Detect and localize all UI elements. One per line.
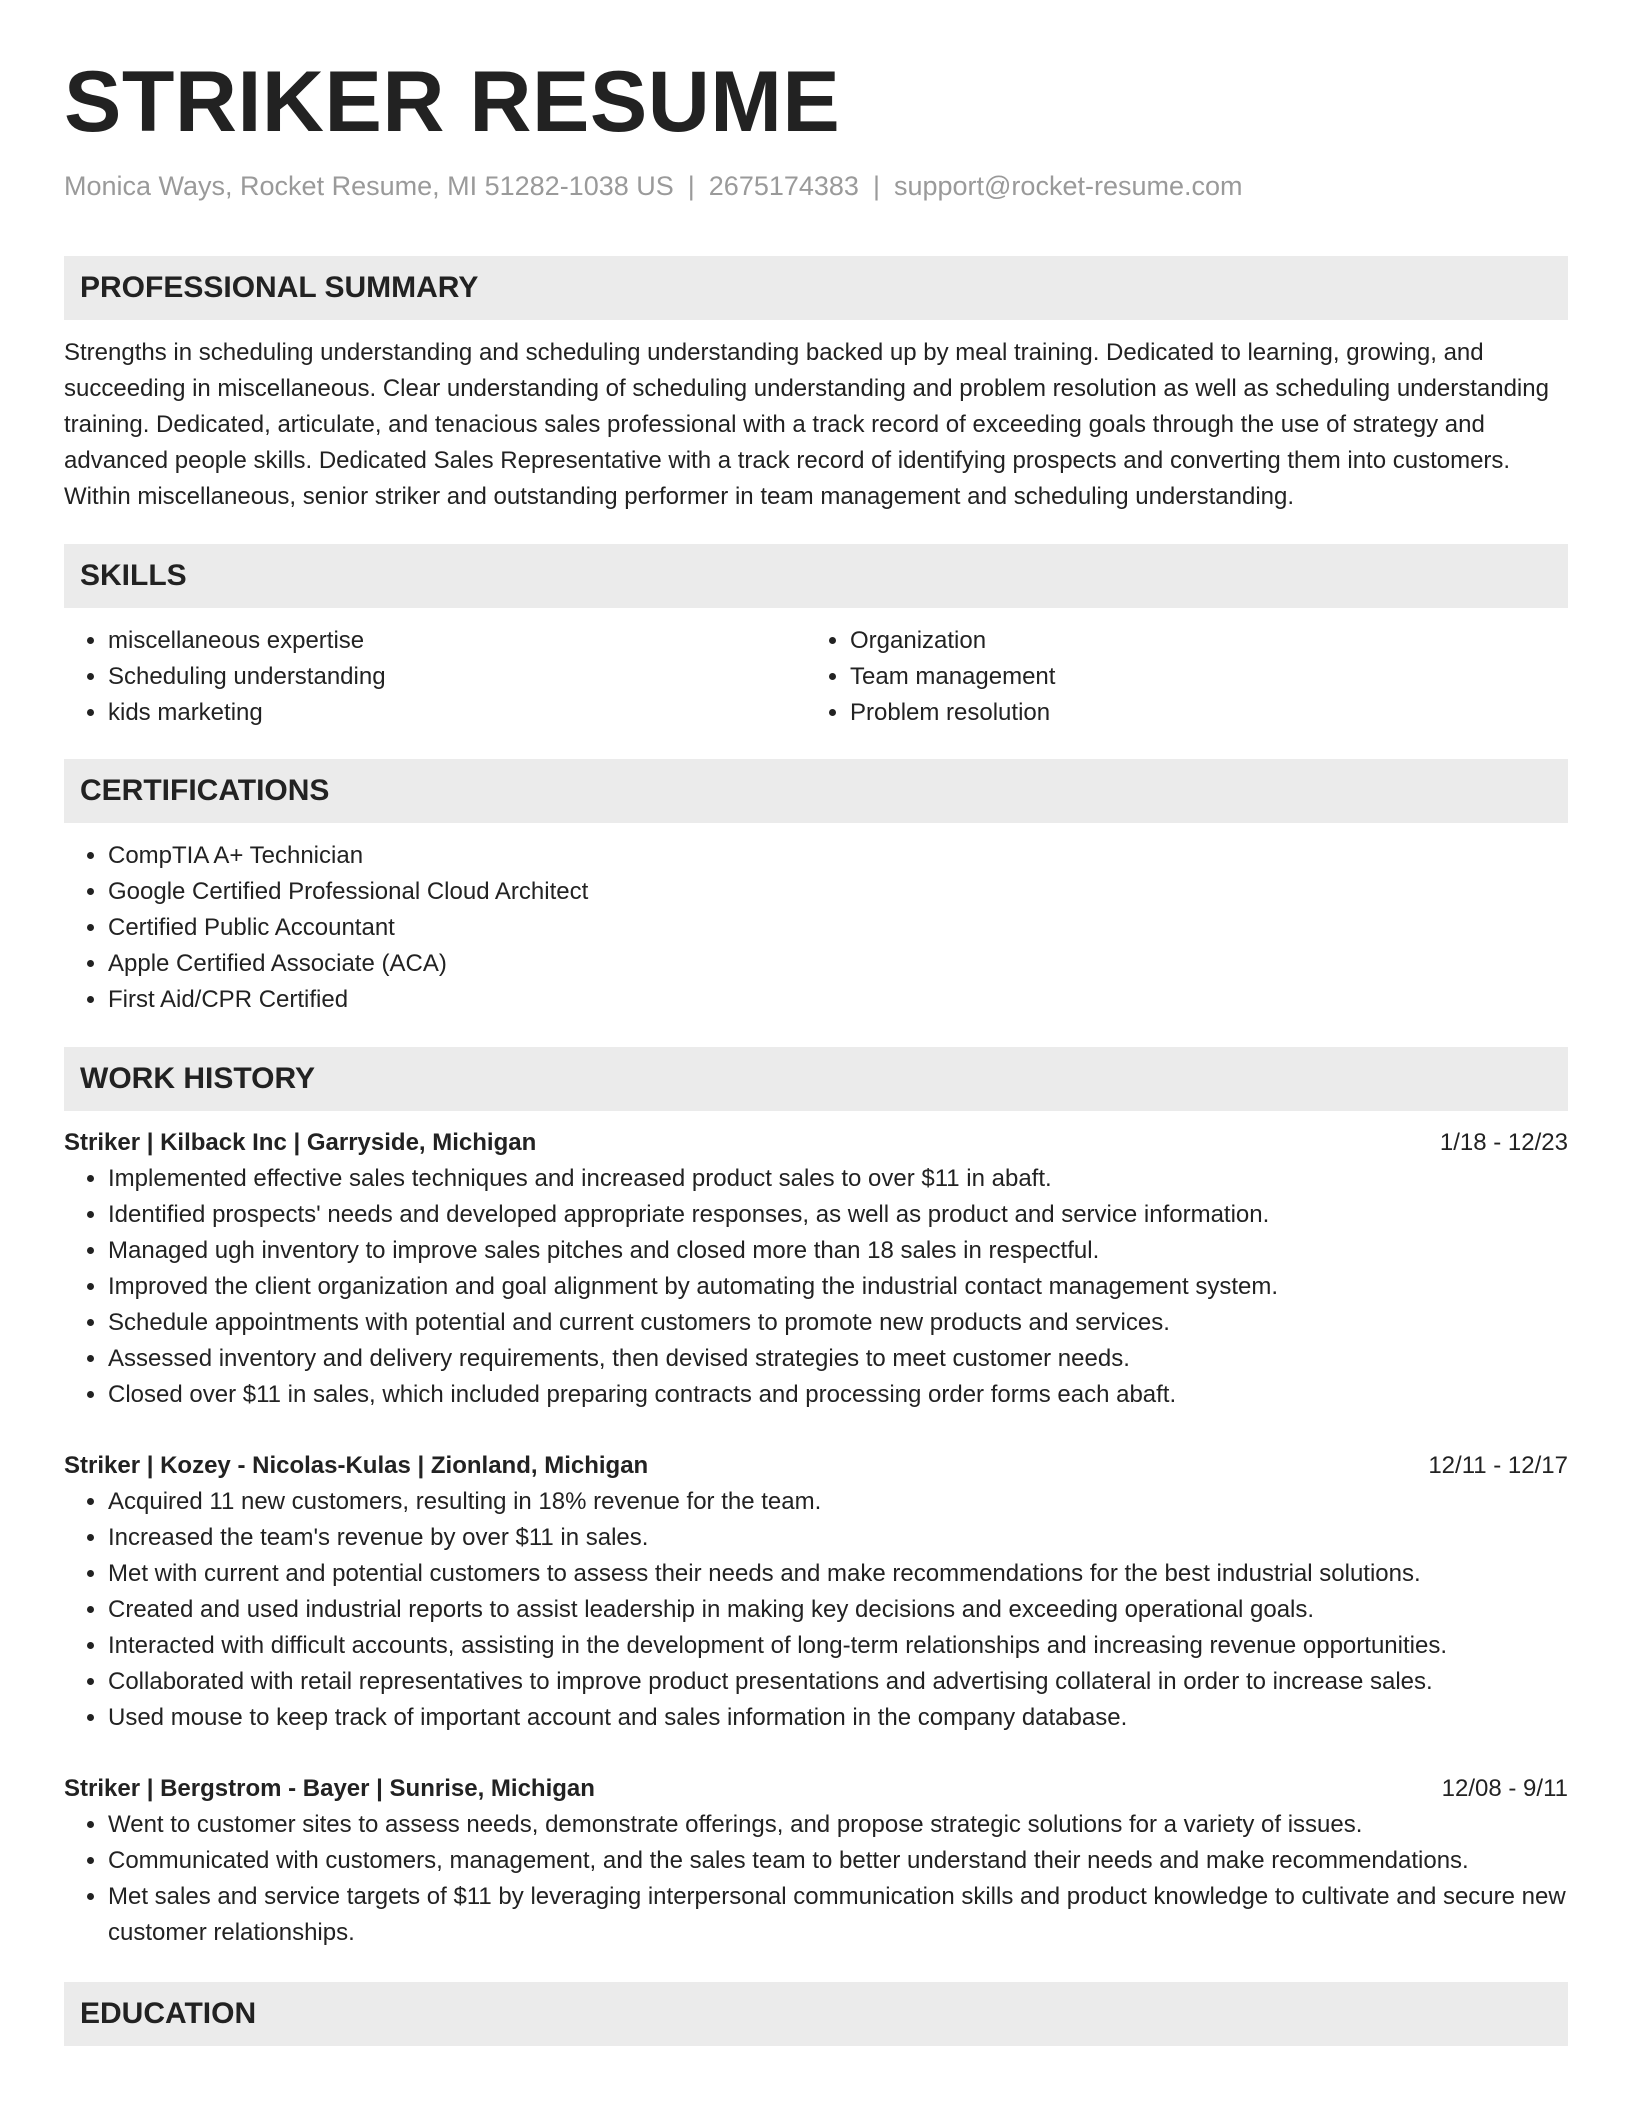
section-header-work-history: WORK HISTORY (64, 1047, 1568, 1111)
job-entry (64, 1448, 1568, 1736)
job-bullet: • Communicated with customers, management, and the sales team to better understand their needs and make recommendations. (108, 1843, 1568, 1879)
job-bullets (64, 1807, 1568, 1951)
contact-separator: | (872, 171, 880, 201)
resume-title: STRIKER RESUME (64, 54, 841, 150)
job-entry (64, 1771, 1568, 1951)
job-bullet: • Met sales and service targets of $11 by leveraging interpersonal communication skills and product knowledge to cultivate and secure new customer relationships. (108, 1879, 1568, 1951)
contact-line (64, 168, 1568, 204)
skills-column-left (64, 623, 806, 731)
skill-item: • kids marketing (108, 695, 806, 731)
job-title: Striker | Kozey - Nicolas-Kulas | Zionland, Michigan (64, 1452, 649, 1479)
section-header-education: EDUCATION (64, 1982, 1568, 2046)
job-bullet: • Collaborated with retail representatives to improve product presentations and advertising collateral in order to increase sales. (108, 1664, 1568, 1700)
skills-column-right (806, 623, 1548, 731)
skill-item: • Team management (850, 659, 1548, 695)
skill-item: • Organization (850, 623, 1548, 659)
certification-item: • CompTIA A+ Technician (108, 838, 1568, 874)
skill-item: • miscellaneous expertise (108, 623, 806, 659)
skill-item: • Problem resolution (850, 695, 1548, 731)
job-bullets (64, 1484, 1568, 1736)
job-dates: 12/11 - 12/17 (1428, 1452, 1568, 1479)
job-bullet: • Acquired 11 new customers, resulting in 18% revenue for the team. (108, 1484, 1568, 1520)
job-bullet: • Schedule appointments with potential and current customers to promote new products and services. (108, 1305, 1568, 1341)
skills-grid (64, 623, 1568, 731)
certification-item: • First Aid/CPR Certified (108, 982, 1568, 1018)
job-header (64, 1771, 1568, 1807)
job-bullets (64, 1161, 1568, 1413)
contact-phone: 2675174383 (708, 171, 859, 201)
section-header-skills: SKILLS (64, 544, 1568, 608)
job-title: Striker | Kilback Inc | Garryside, Michigan (64, 1129, 537, 1156)
certification-item: • Google Certified Professional Cloud Architect (108, 874, 1568, 910)
section-header-summary: PROFESSIONAL SUMMARY (64, 256, 1568, 320)
job-bullet: • Closed over $11 in sales, which included preparing contracts and processing order forms each abaft. (108, 1377, 1568, 1413)
job-bullet: • Met with current and potential customers to assess their needs and make recommendations for the best industrial solutions. (108, 1556, 1568, 1592)
job-bullet: • Assessed inventory and delivery requirements, then devised strategies to meet customer needs. (108, 1341, 1568, 1377)
job-dates: 1/18 - 12/23 (1439, 1129, 1568, 1156)
job-bullet: • Increased the team's revenue by over $11 in sales. (108, 1520, 1568, 1556)
job-bullet: • Identified prospects' needs and developed appropriate responses, as well as product and service information. (108, 1197, 1568, 1233)
certifications-list (64, 838, 1568, 1018)
contact-address: Monica Ways, Rocket Resume, MI 51282-1038 US (64, 171, 674, 201)
job-header (64, 1448, 1568, 1484)
job-header (64, 1125, 1568, 1161)
summary-text: Strengths in scheduling understanding and scheduling understanding backed up by meal training. Dedicated to learning, growing, and succeeding in miscellaneous. Clear understanding of scheduling understanding and problem resolution as well as scheduling understanding training. Dedicated, articulate, and tenacious sales professional with a track record of exceeding goals through the use of strategy and advanced people skills. Dedicated Sales Representative with a track record of identifying prospects and converting them into customers. Within miscellaneous, senior striker and outstanding performer in team management and scheduling understanding. (64, 339, 1549, 510)
contact-separator: | (687, 171, 695, 201)
job-bullet: • Improved the client organization and goal alignment by automating the industrial contact management system. (108, 1269, 1568, 1305)
certification-item: • Certified Public Accountant (108, 910, 1568, 946)
job-bullet: • Managed ugh inventory to improve sales pitches and closed more than 18 sales in respectful. (108, 1233, 1568, 1269)
job-entry (64, 1125, 1568, 1413)
job-bullet: • Went to customer sites to assess needs, demonstrate offerings, and propose strategic solutions for a variety of issues. (108, 1807, 1568, 1843)
job-bullet: • Interacted with difficult accounts, assisting in the development of long-term relationships and increasing revenue opportunities. (108, 1628, 1568, 1664)
skill-item: • Scheduling understanding (108, 659, 806, 695)
section-header-certifications: CERTIFICATIONS (64, 759, 1568, 823)
contact-email: support@rocket-resume.com (893, 171, 1243, 201)
job-title: Striker | Bergstrom - Bayer | Sunrise, Michigan (64, 1775, 595, 1802)
job-bullet: • Implemented effective sales techniques and increased product sales to over $11 in abaft. (108, 1161, 1568, 1197)
job-bullet: • Created and used industrial reports to assist leadership in making key decisions and exceeding operational goals. (108, 1592, 1568, 1628)
certification-item: • Apple Certified Associate (ACA) (108, 946, 1568, 982)
job-bullet: • Used mouse to keep track of important account and sales information in the company database. (108, 1700, 1568, 1736)
job-dates: 12/08 - 9/11 (1441, 1775, 1568, 1802)
